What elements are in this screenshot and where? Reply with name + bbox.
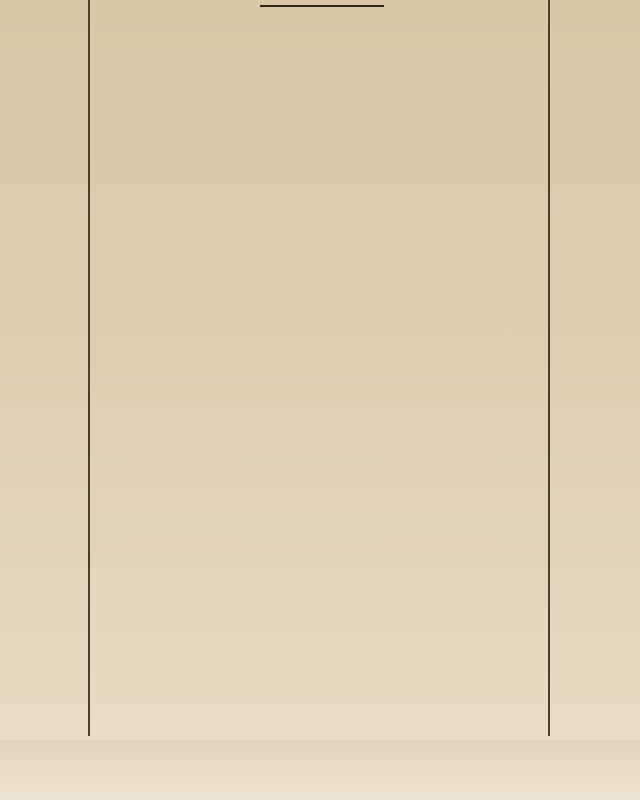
page-bottom-margin: [0, 740, 640, 800]
right-column-fragment: [556, 0, 640, 735]
main-column: [98, 0, 546, 735]
column-rule-left: [88, 0, 90, 736]
column-rule-right: [548, 0, 550, 736]
left-column-fragment: [4, 0, 84, 735]
headline-rule: [260, 5, 384, 7]
